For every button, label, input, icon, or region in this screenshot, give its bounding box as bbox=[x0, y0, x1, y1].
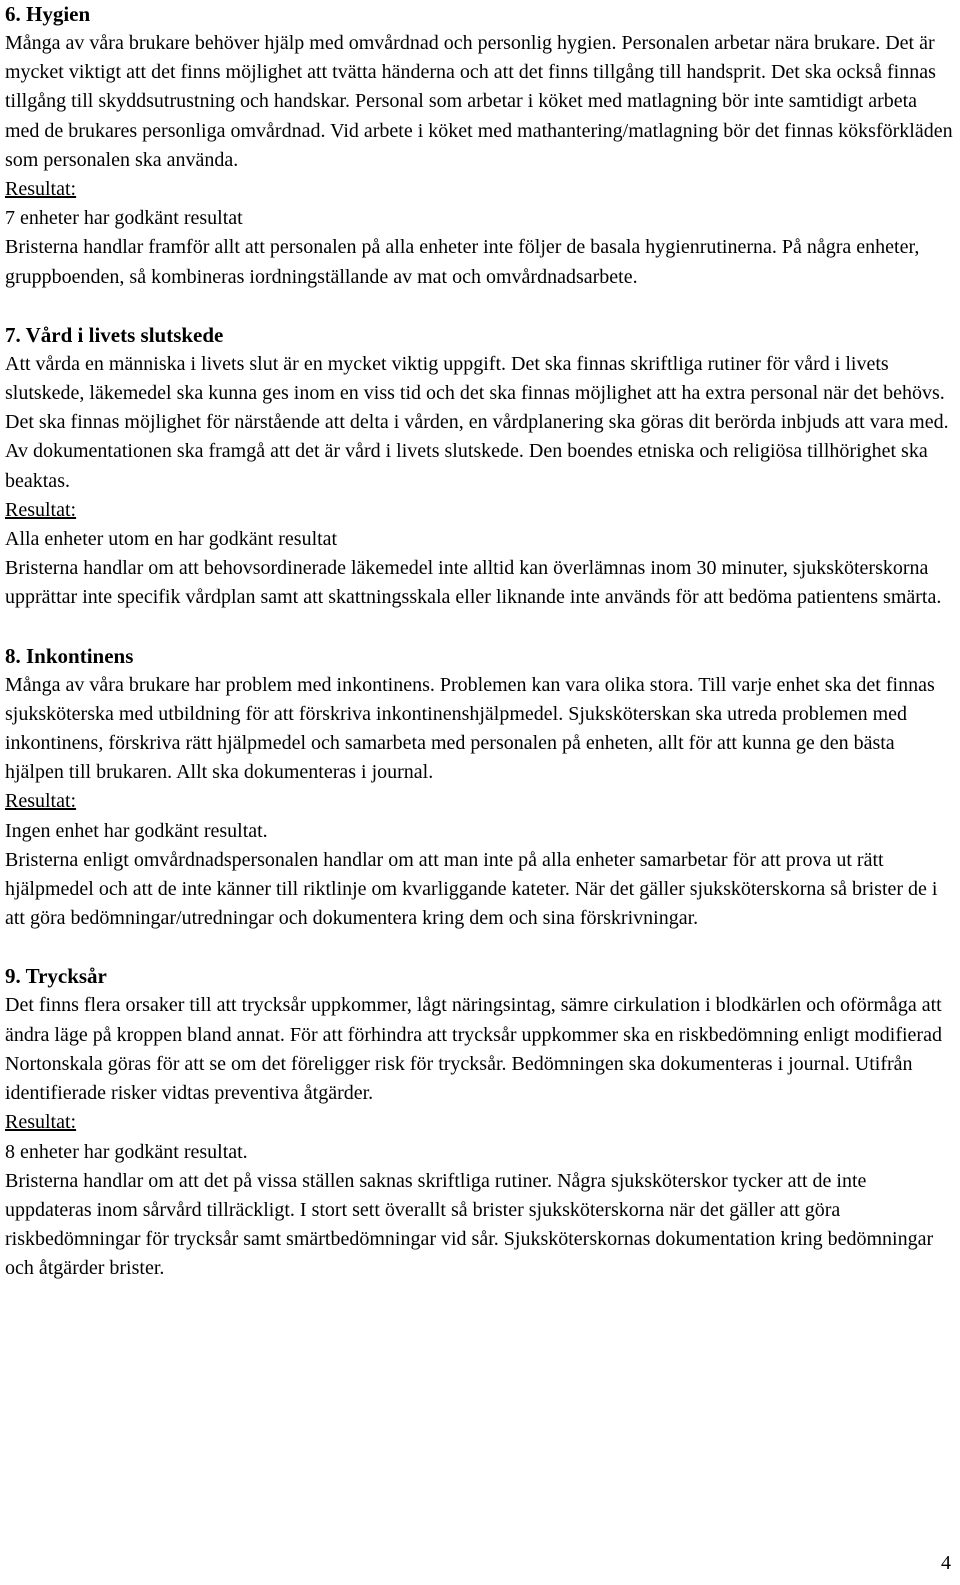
section-body: Att vårda en människa i livets slut är en mycket viktig uppgift. Det ska finnas skriftliga rutiner för vård i livets slutskede, läkemedel ska kunna ges inom en viss tid och det ska finnas möjlighet att ha extra personal när det behövs. Det ska finnas möjlighet för närstående att delta i vården, en vårdplanering ska göras dit berörda inbjuds att vara med. Av dokumentationen ska framgå att det är vård i livets slutskede. Den boendes etniska och religiösa tillhörighet ska beaktas. bbox=[5, 352, 949, 492]
section-heading: 8. Inkontinens bbox=[5, 643, 134, 668]
result-summary: Alla enheter utom en har godkänt resultat bbox=[5, 528, 338, 551]
result-label: Resultat: bbox=[5, 178, 77, 201]
section-gap bbox=[5, 933, 955, 962]
section-heading: 6. Hygien bbox=[5, 2, 91, 26]
result-summary: 8 enheter har godkänt resultat. bbox=[5, 1140, 248, 1163]
section-heading: 9. Trycksår bbox=[5, 964, 107, 989]
section-gap bbox=[5, 292, 955, 321]
section-hygien bbox=[5, 0, 955, 292]
result-summary: Ingen enhet har godkänt resultat. bbox=[5, 819, 268, 842]
result-label: Resultat: bbox=[5, 790, 77, 813]
result-details: Bristerna handlar framför allt att personalen på alla enheter inte följer de basala hygienrutinerna. På några enheter, gruppboenden, så kombineras iordningställande av mat och omvårdnadsarbete. bbox=[5, 236, 920, 288]
section-heading: 7. Vård i livets slutskede bbox=[5, 322, 224, 347]
result-label: Resultat: bbox=[5, 498, 77, 521]
section-inkontinens bbox=[5, 642, 955, 934]
result-summary: 7 enheter har godkänt resultat bbox=[5, 207, 243, 230]
section-body: Många av våra brukare har problem med inkontinens. Problemen kan vara olika stora. Till varje enhet ska det finnas sjuksköterska med utbildning för att förskriva inkontinenshjälpmedel. Sjuksköterskan ska utreda problemen med inkontinens, förskriva rätt hjälpmedel och samarbeta med personalen på enheten, allt för att kunna ge den bästa hjälpen till brukaren. Allt ska dokumenteras i journal. bbox=[5, 673, 935, 784]
result-details: Bristerna handlar om att det på vissa ställen saknas skriftliga rutiner. Några sjuksköterskor tycker att de inte uppdateras inom sårvård tillräckligt. I stort sett överallt så brister sjuksköterskorna när det gäller att göra riskbedömningar för trycksår samt smärtbedömningar vid sår. Sjuksköterskornas dokumentation kring bedömningar och åtgärder brister. bbox=[5, 1169, 934, 1280]
section-body: Många av våra brukare behöver hjälp med omvårdnad och personlig hygien. Personalen arbetar nära brukare. Det är mycket viktigt att det finns möjlighet att tvätta händerna och att det finns tillgång till handsprit. Det ska också finnas tillgång till skyddsutrustning och handskar. Personal som arbetar i köket med matlagning bör inte samtidigt arbeta med de brukares personliga omvårdnad. Vid arbete i köket med mathantering/matlagning bör det finnas köksförkläden som personalen ska använda. bbox=[5, 32, 953, 171]
section-vard-i-livets-slutskede bbox=[5, 321, 955, 613]
result-label: Resultat: bbox=[5, 1111, 77, 1134]
document-page bbox=[5, 0, 955, 1284]
section-gap bbox=[5, 613, 955, 642]
result-details: Bristerna enligt omvårdnadspersonalen handlar om att man inte på alla enheter samarbetar för att prova ut rätt hjälpmedel och att de inte känner till riktlinje om kvarliggande kateter. När det gäller sjuksköterskorna så brister de i att göra bedömningar/utredningar och dokumentera kring dem och sina förskrivningar. bbox=[5, 848, 938, 930]
section-body: Det finns flera orsaker till att trycksår uppkommer, lågt näringsintag, sämre cirkulation i blodkärlen och oförmåga att ändra läge på kroppen bland annat. För att förhindra att trycksår uppkommer ska en riskbedömning enligt modifierad Nortonskala göras för att se om det föreligger risk för trycksår. Bedömningen ska dokumenteras i journal. Utifrån identifierade risker vidtas preventiva åtgärder. bbox=[5, 994, 942, 1105]
section-trycksar bbox=[5, 962, 955, 1283]
page-number: 4 bbox=[941, 1552, 951, 1574]
result-details: Bristerna handlar om att behovsordinerade läkemedel inte alltid kan överlämnas inom 30 minuter, sjuksköterskorna upprättar inte specifik vårdplan samt att skattningsskala eller liknande inte används för att bedöma patientens smärta. bbox=[5, 557, 942, 609]
